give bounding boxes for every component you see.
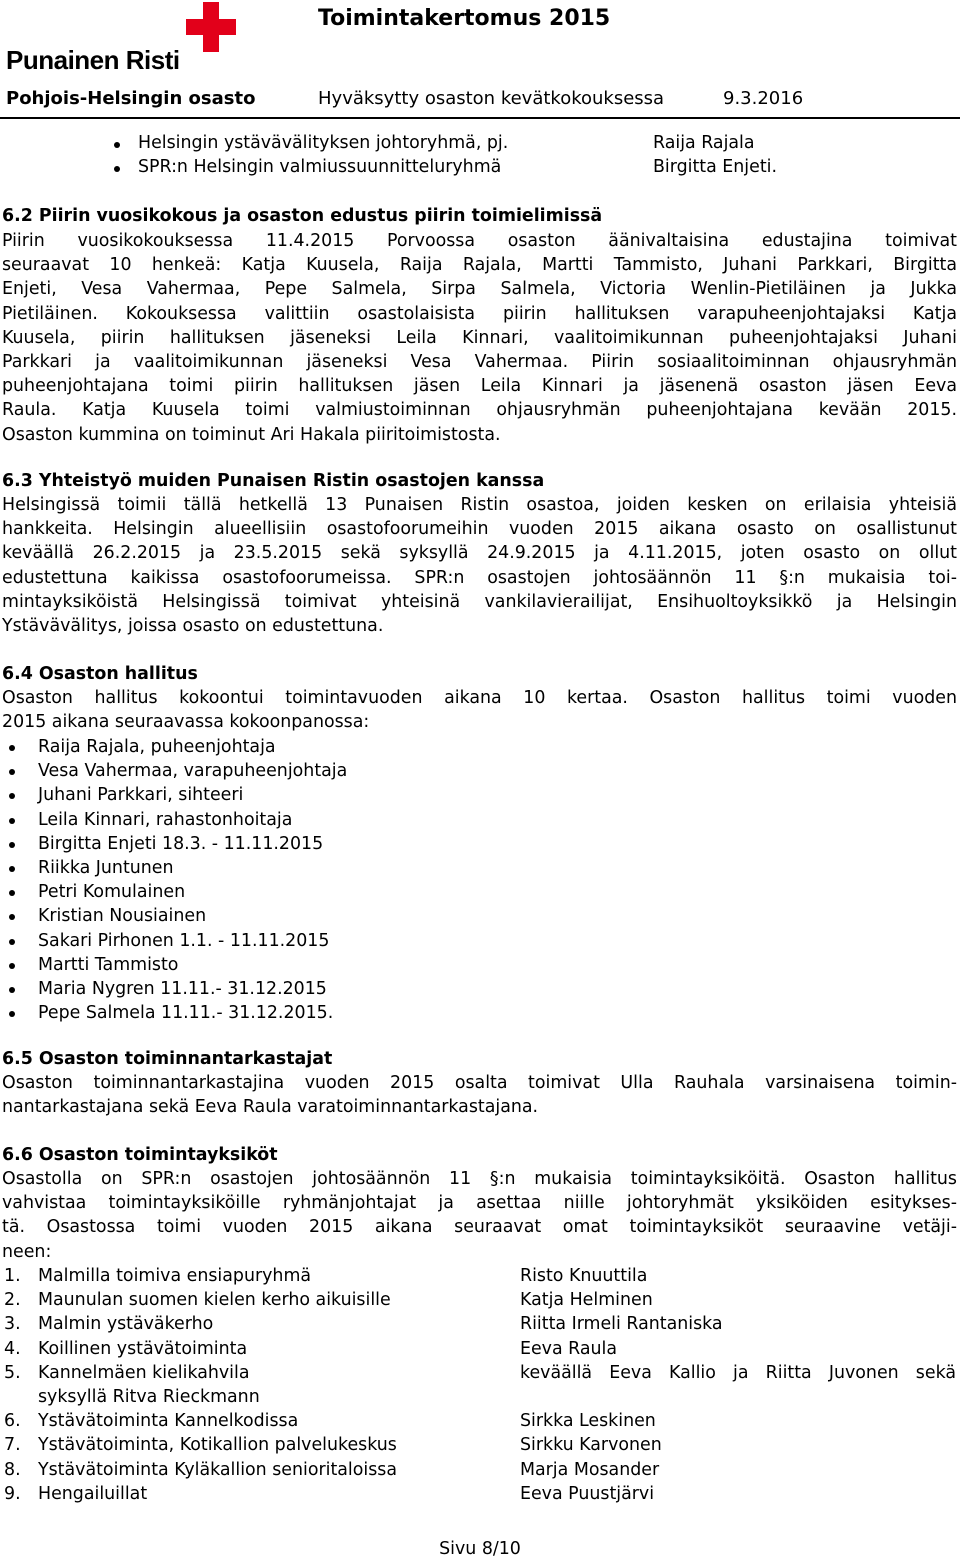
list-item xyxy=(8,155,948,179)
text-line: neen: xyxy=(2,1241,52,1262)
bullet-icon xyxy=(9,793,15,799)
section-heading-6-5: 6.5 Osaston toiminnantarkastajat xyxy=(2,1049,333,1069)
unit-number: 9. xyxy=(4,1483,21,1504)
text-line: Raula. Katja Kuusela toimi valmiustoiminnan ohjausryhmän puheenjohtajana kevään 2015. xyxy=(2,400,957,421)
bullet-icon xyxy=(114,166,120,172)
section-heading-6-4: 6.4 Osaston hallitus xyxy=(2,664,198,684)
bullet-text: SPR:n Helsingin valmiussuunnitteluryhmä xyxy=(138,157,502,177)
text-line: Pietiläinen. Kokouksessa valittiin osastolaisista piirin hallituksen varapuheenjohtajaksi Katja xyxy=(2,303,957,324)
unit-leader: Katja Helminen xyxy=(520,1290,653,1311)
table-row xyxy=(4,1458,956,1482)
member-name: Juhani Parkkari, sihteeri xyxy=(38,785,244,806)
member-name: Martti Tammisto xyxy=(38,954,179,975)
list-item xyxy=(2,735,902,759)
table-row xyxy=(4,1433,956,1457)
list-item xyxy=(2,977,902,1001)
unit-leader: Sirkka Leskinen xyxy=(520,1411,656,1432)
unit-leader: keväällä Eeva Kallio ja Riitta Juvonen sekä xyxy=(520,1362,956,1383)
text-line: Osaston toiminnantarkastajina vuoden 2015 osalta toimivat Ulla Rauhala varsinaisena toimin- xyxy=(2,1073,957,1093)
list-item xyxy=(2,929,902,953)
text-line: edustettuna kaikissa osastofoorumeissa. SPR:n osastojen johtosäännön 11 §:n mukaisia toi- xyxy=(2,567,957,588)
bullet-icon xyxy=(9,769,15,775)
approval-text: Hyväksytty osaston kevätkokouksessa xyxy=(318,88,665,109)
section-6-2-body xyxy=(2,229,957,447)
text-line: vahvistaa toimintayksiköille ryhmänjohtajat ja asettaa niille johtoryhmät yksiköiden esitykses- xyxy=(2,1193,957,1214)
unit-number: 6. xyxy=(4,1411,21,1432)
table-row xyxy=(4,1337,956,1361)
unit-leader: Marja Mosander xyxy=(520,1459,660,1480)
document-title: Toimintakertomus 2015 xyxy=(318,6,611,31)
text-line: Piirin vuosikokouksessa 11.4.2015 Porvoossa osaston äänivaltaisina edustajina toimivat xyxy=(2,231,957,251)
member-name: Birgitta Enjeti 18.3. - 11.11.2015 xyxy=(38,833,324,854)
bullet-icon xyxy=(9,818,15,824)
page-number: Sivu 8/10 xyxy=(439,1539,521,1559)
text-line: Osastolla on SPR:n osastojen johtosäännön 11 §:n mukaisia toimintayksiköitä. Osaston hallitus xyxy=(2,1169,957,1189)
unit-name: Koillinen ystävätoiminta xyxy=(38,1338,248,1359)
text-line: Osaston kummina on toiminut Ari Hakala piiritoimistosta. xyxy=(2,424,501,445)
bullet-icon xyxy=(9,963,15,969)
unit-name: Malmin ystäväkerho xyxy=(38,1314,214,1335)
member-name: Kristian Nousiainen xyxy=(38,906,207,927)
member-name: Maria Nygren 11.11.- 31.12.2015 xyxy=(38,978,327,999)
section-6-4-body xyxy=(2,686,957,734)
unit-leader: Riitta Irmeli Rantaniska xyxy=(520,1314,723,1335)
section-heading-6-6: 6.6 Osaston toimintayksiköt xyxy=(2,1145,278,1165)
list-item xyxy=(2,1001,902,1025)
table-row xyxy=(4,1409,956,1433)
units-table xyxy=(4,1264,956,1506)
text-line: Helsingissä toimii tällä hetkellä 13 Punaisen Ristin osastoa, joiden kesken on erilaisia yhteisiä xyxy=(2,495,957,515)
text-line: seuraavat 10 henkeä: Katja Kuusela, Raija Rajala, Martti Tammisto, Juhani Parkkari, Birgitta xyxy=(2,255,957,276)
list-item xyxy=(2,904,902,928)
list-item xyxy=(2,953,902,977)
member-name: Riikka Juntunen xyxy=(38,857,174,878)
text-line: Enjeti, Vesa Vahermaa, Pepe Salmela, Sirpa Salmela, Victoria Wenlin-Pietiläinen ja Jukka xyxy=(2,279,957,300)
table-row xyxy=(4,1288,956,1312)
unit-leader: Sirkku Karvonen xyxy=(520,1435,662,1456)
text-line: Osaston hallitus kokoontui toimintavuoden aikana 10 kertaa. Osaston hallitus toimi vuoden xyxy=(2,688,957,708)
bullet-person: Raija Rajala xyxy=(653,133,755,153)
text-line: Parkkari ja vaalitoimikunnan jäseneksi Vesa Vahermaa. Piirin sosiaalitoiminnan ohjausryhmän xyxy=(2,352,957,373)
unit-name: Ystävätoiminta Kyläkallion senioritaloissa xyxy=(38,1459,398,1480)
unit-leader: Risto Knuuttila xyxy=(520,1266,648,1286)
unit-leader: Eeva Raula xyxy=(520,1338,618,1359)
member-name: Raija Rajala, puheenjohtaja xyxy=(38,737,276,757)
section-6-3-body xyxy=(2,493,957,638)
unit-number: 1. xyxy=(4,1266,21,1286)
text-line: tä. Osastossa toimi vuoden 2015 aikana seuraavat omat toimintayksiköt seuraavine vetäji- xyxy=(2,1217,957,1238)
bullet-icon xyxy=(9,939,15,945)
unit-number: 3. xyxy=(4,1314,21,1335)
table-row-continuation xyxy=(4,1385,956,1409)
board-members-list xyxy=(2,735,902,1025)
bullet-text: Helsingin ystävävälityksen johtoryhmä, pj. xyxy=(138,133,509,153)
bullet-icon xyxy=(9,1011,15,1017)
bullet-icon xyxy=(114,142,120,148)
bullet-icon xyxy=(9,745,15,751)
text-line: hankkeita. Helsingin alueellisiin osastofoorumeihin vuoden 2015 aikana osasto on osallistunut xyxy=(2,519,957,540)
list-item xyxy=(2,759,902,783)
unit-number: 2. xyxy=(4,1290,21,1311)
unit-number: 7. xyxy=(4,1435,21,1456)
section-6-6-body xyxy=(2,1167,957,1264)
unit-name: Malmilla toimiva ensiapuryhmä xyxy=(38,1266,312,1286)
table-row xyxy=(4,1312,956,1336)
bullet-person: Birgitta Enjeti. xyxy=(653,157,778,177)
bullet-icon xyxy=(9,842,15,848)
text-line: puheenjohtajana toimi piirin hallituksen jäsen Leila Kinnari ja jäsenenä osaston jäsen Eeva xyxy=(2,376,957,397)
member-name: Petri Komulainen xyxy=(38,882,186,903)
unit-name: Hengailuillat xyxy=(38,1483,148,1504)
table-row xyxy=(4,1361,956,1385)
bullet-icon xyxy=(9,890,15,896)
approval-date: 9.3.2016 xyxy=(723,88,804,109)
unit-name: Kannelmäen kielikahvila xyxy=(38,1362,250,1383)
unit-leader: Eeva Puustjärvi xyxy=(520,1483,655,1504)
text-line: mintayksiköistä Helsingissä toimivat yhteisinä vankilavierailijat, Ensihuoltoyksikkö ja Helsingin xyxy=(2,591,957,612)
text-line: Kuusela, piirin hallituksen jäseneksi Leila Kinnari, vaalitoimikunnan puheenjohtajaksi Juhani xyxy=(2,327,957,348)
unit-leader-continued: syksyllä Ritva Rieckmann xyxy=(38,1386,260,1407)
list-item xyxy=(2,880,902,904)
text-line: 2015 aikana seuraavassa kokoonpanossa: xyxy=(2,712,370,733)
text-line: Ystävävälitys, joissa osasto on edustettuna. xyxy=(2,616,384,637)
bullet-icon xyxy=(9,866,15,872)
member-name: Leila Kinnari, rahastonhoitaja xyxy=(38,809,293,830)
member-name: Vesa Vahermaa, varapuheenjohtaja xyxy=(38,761,348,782)
list-item xyxy=(2,832,902,856)
brand-name: Punainen Risti xyxy=(6,45,180,75)
list-item xyxy=(2,808,902,832)
org-name: Pohjois-Helsingin osasto xyxy=(6,88,256,109)
red-cross-icon xyxy=(186,2,236,52)
unit-name: Ystävätoiminta, Kotikallion palvelukeskus xyxy=(38,1435,397,1456)
section-6-5-body xyxy=(2,1071,957,1119)
unit-number: 4. xyxy=(4,1338,21,1359)
member-name: Pepe Salmela 11.11.- 31.12.2015. xyxy=(38,1003,334,1024)
table-row xyxy=(4,1482,956,1506)
section-heading-6-3: 6.3 Yhteistyö muiden Punaisen Ristin osastojen kanssa xyxy=(2,471,545,491)
header-divider xyxy=(0,117,960,119)
list-item xyxy=(2,856,902,880)
list-item xyxy=(8,131,948,155)
unit-name: Maunulan suomen kielen kerho aikuisille xyxy=(38,1290,391,1311)
table-row xyxy=(4,1264,956,1288)
member-name: Sakari Pirhonen 1.1. - 11.11.2015 xyxy=(38,930,330,951)
section-heading-6-2: 6.2 Piirin vuosikokous ja osaston edustus piirin toimielimissä xyxy=(2,206,603,226)
bullet-icon xyxy=(9,914,15,920)
text-line: keväällä 26.2.2015 ja 23.5.2015 sekä syksyllä 24.9.2015 ja 4.11.2015, joten osasto on ollut xyxy=(2,543,957,564)
list-item xyxy=(2,783,902,807)
unit-number: 5. xyxy=(4,1362,21,1383)
text-line: nantarkastajana sekä Eeva Raula varatoiminnantarkastajana. xyxy=(2,1097,539,1118)
unit-number: 8. xyxy=(4,1459,21,1480)
unit-name: Ystävätoiminta Kannelkodissa xyxy=(38,1411,299,1432)
bullet-icon xyxy=(9,987,15,993)
